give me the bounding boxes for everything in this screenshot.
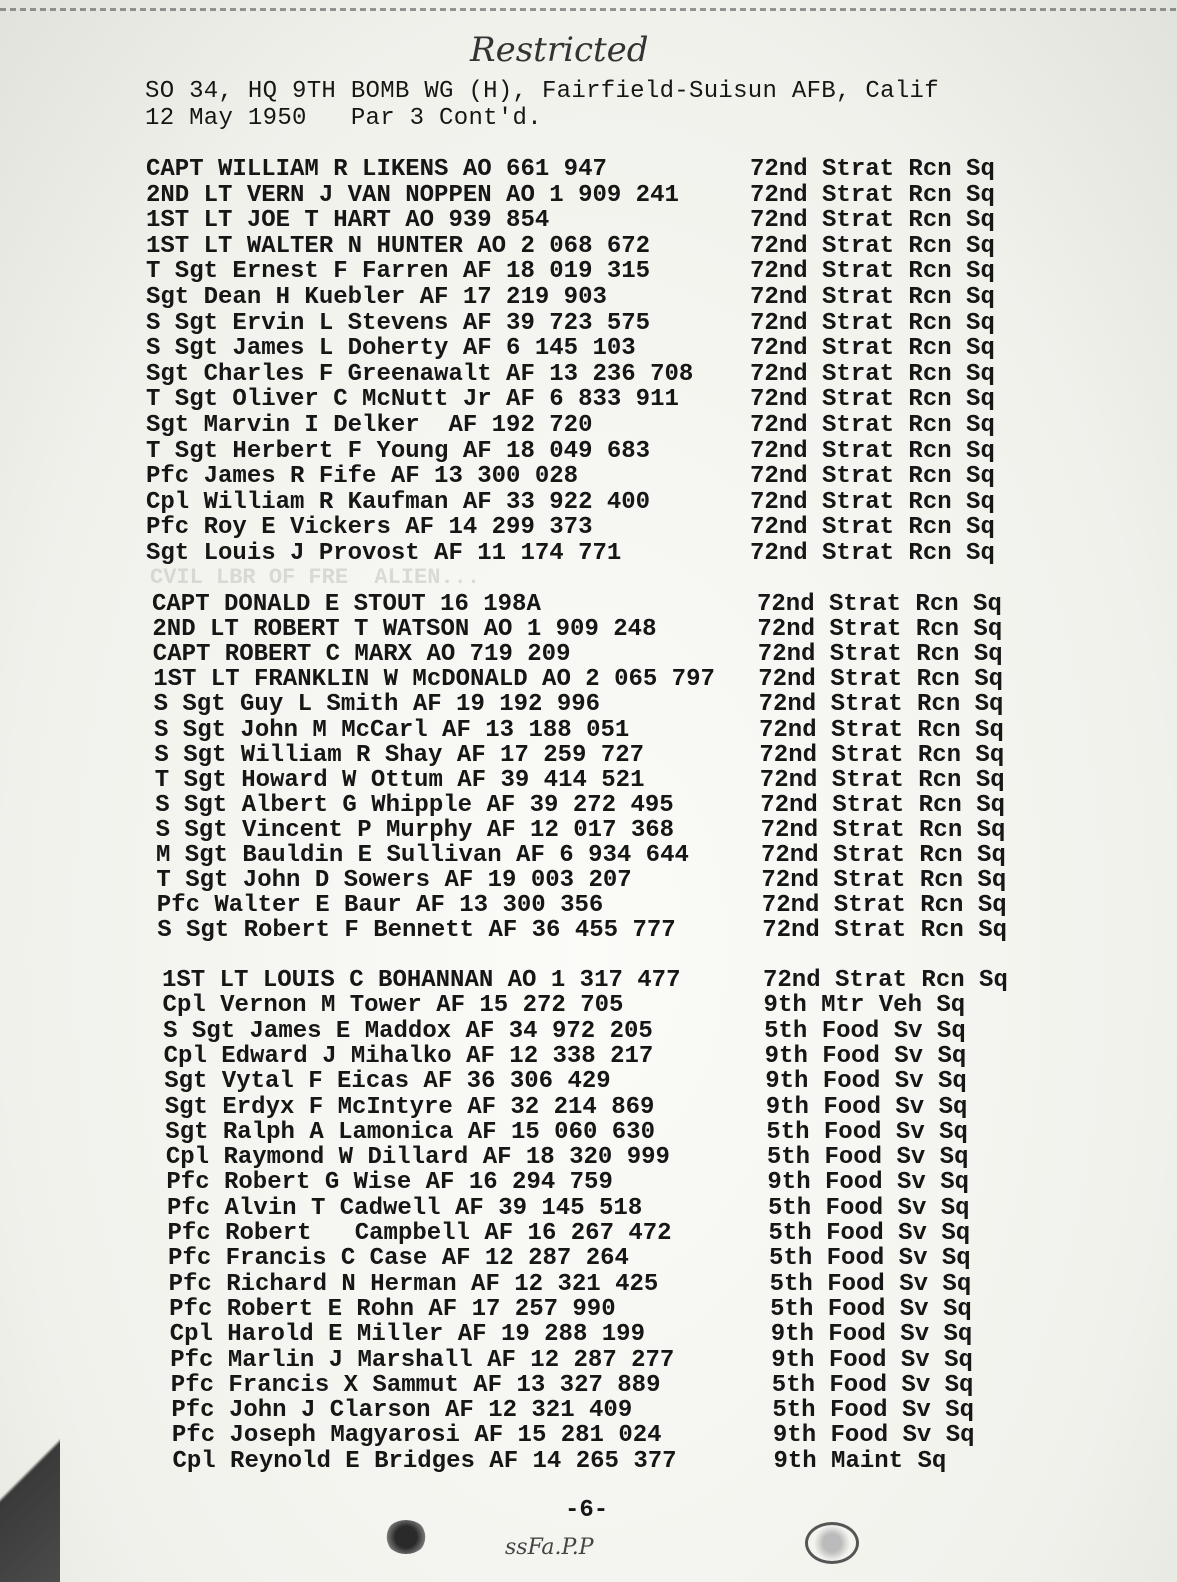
personnel-name-serial: Sgt Marvin I Delker AF 192 720 [146,412,593,439]
personnel-name-serial: S Sgt James L Doherty AF 6 145 103 [146,335,636,363]
assigned-unit: 5th Food Sv Sq [764,1017,966,1045]
assigned-unit: 9th Food Sv Sq [772,1422,975,1450]
personnel-name-serial: M Sgt Bauldin E Sullivan AF 6 934 644 [156,842,689,869]
assigned-unit: 72nd Strat Rcn Sq [758,691,1004,719]
assigned-unit: 72nd Strat Rcn Sq [750,488,995,516]
personnel-name-serial: Pfc John J Clarson AF 12 321 409 [171,1397,633,1425]
personnel-name-serial: Pfc James R Fife AF 13 300 028 [146,463,579,491]
personnel-name-serial: S Sgt Ervin L Stevens AF 39 723 575 [146,309,651,337]
personnel-name-serial: Cpl Harold E Miller AF 19 288 199 [169,1321,645,1349]
header-line-1: SO 34, HQ 9TH BOMB WG (H), Fairfield-Suisun AFB, Calif [145,78,939,105]
assigned-unit: 72nd Strat Rcn Sq [750,514,995,542]
personnel-name-serial: 1ST LT FRANKLIN W McDONALD AO 2 065 797 [153,666,715,694]
top-rule [0,8,1177,11]
personnel-name-serial: 1ST LT WALTER N HUNTER AO 2 068 672 [146,232,651,260]
assigned-unit: 72nd Strat Rcn Sq [750,412,995,439]
assigned-unit: 72nd Strat Rcn Sq [750,463,995,491]
roster-entry [152,592,1032,618]
assigned-unit: 72nd Strat Rcn Sq [762,917,1008,945]
roster-entry [146,413,1026,439]
assigned-unit: 72nd Strat Rcn Sq [750,360,995,388]
personnel-name-serial: T Sgt Oliver C McNutt Jr AF 6 833 911 [146,386,679,414]
personnel-name-serial: T Sgt Howard W Ottum AF 39 414 521 [154,766,645,794]
assigned-unit: 9th Food Sv Sq [770,1321,973,1349]
personnel-name-serial: Sgt Erdyx F McIntyre AF 32 214 869 [164,1093,655,1121]
assigned-unit: 72nd Strat Rcn Sq [750,258,995,286]
assigned-unit: 72nd Strat Rcn Sq [761,867,1007,895]
personnel-name-serial: S Sgt James E Maddox AF 34 972 205 [163,1017,653,1045]
personnel-name-serial: CAPT WILLIAM R LIKENS AO 661 947 [146,156,607,183]
assigned-unit: 5th Food Sv Sq [768,1220,971,1247]
assigned-unit: 72nd Strat Rcn Sq [750,386,995,414]
personnel-name-serial: Pfc Marlin J Marshall AF 12 287 277 [170,1346,675,1374]
assigned-unit: 72nd Strat Rcn Sq [761,892,1007,920]
assigned-unit: 72nd Strat Rcn Sq [759,716,1004,744]
personnel-name-serial: Pfc Robert Campbell AF 16 267 472 [167,1220,672,1247]
roster-entry [168,1221,1048,1247]
roster-entry [156,868,1036,894]
roster-entry [146,311,1026,337]
assigned-unit: 5th Food Sv Sq [766,1118,968,1146]
assigned-unit: 9th Food Sv Sq [771,1346,973,1374]
personnel-name-serial: Cpl Vernon M Tower AF 15 272 705 [162,992,624,1020]
personnel-name-serial: S Sgt John M McCarl AF 13 188 051 [154,716,630,744]
assigned-unit: 72nd Strat Rcn Sq [750,335,995,363]
assigned-unit: 9th Food Sv Sq [765,1093,968,1121]
personnel-name-serial: Sgt Dean H Kuebler AF 17 219 903 [146,284,607,311]
roster-entry [164,1069,1044,1095]
roster-entry [146,285,1026,311]
assigned-unit: 5th Food Sv Sq [769,1270,972,1298]
assigned-unit: 72nd Strat Rcn Sq [750,437,995,465]
personnel-name-serial: Sgt Charles F Greenawalt AF 13 236 708 [146,360,694,388]
assigned-unit: 72nd Strat Rcn Sq [757,641,1003,669]
roster-entry [146,515,1026,541]
assigned-unit: 72nd Strat Rcn Sq [757,591,1002,618]
personnel-name-serial: Sgt Vytal F Eicas AF 36 306 429 [164,1068,611,1096]
assigned-unit: 72nd Strat Rcn Sq [761,842,1006,869]
punch-hole-left [385,1520,427,1554]
assigned-unit: 5th Food Sv Sq [767,1194,970,1222]
assigned-unit: 9th Maint Sq [773,1447,947,1475]
roster-entry [167,1196,1047,1222]
personnel-name-serial: Sgt Ralph A Lamonica AF 15 060 630 [165,1118,655,1146]
personnel-name-serial: Pfc Alvin T Cadwell AF 39 145 518 [166,1194,643,1222]
roster-entry [146,362,1026,388]
roster-entry [156,843,1036,869]
assigned-unit: 72nd Strat Rcn Sq [760,791,1006,819]
roster-entry [171,1398,1051,1424]
page-corner-shadow [0,1380,60,1582]
personnel-name-serial: 2ND LT ROBERT T WATSON AO 1 909 248 [152,616,657,644]
assigned-unit: 9th Mtr Veh Sq [763,992,966,1020]
roster-entry [146,439,1026,465]
personnel-name-serial: Pfc Robert G Wise AF 16 294 759 [166,1169,613,1197]
assigned-unit: 72nd Strat Rcn Sq [758,666,1004,694]
roster-entry [146,464,1026,490]
punch-hole-right [805,1522,859,1564]
roster-entry [146,157,1026,183]
assigned-unit: 9th Food Sv Sq [765,1068,967,1096]
personnel-name-serial: Pfc Robert E Rohn AF 17 257 990 [169,1295,616,1323]
roster-entry [153,667,1033,693]
assigned-unit: 72nd Strat Rcn Sq [760,816,1006,844]
roster-entry [154,692,1034,718]
assigned-unit: 5th Food Sv Sq [772,1397,974,1425]
personnel-name-serial: Sgt Louis J Provost AF 11 174 771 [146,540,622,567]
personnel-name-serial: T Sgt Ernest F Farren AF 18 019 315 [146,258,651,286]
personnel-name-serial: T Sgt John D Sowers AF 19 003 207 [156,867,632,895]
assigned-unit: 72nd Strat Rcn Sq [750,207,995,235]
personnel-name-serial: 2ND LT VERN J VAN NOPPEN AO 1 909 241 [146,181,679,209]
roster-entry [153,642,1033,668]
assigned-unit: 72nd Strat Rcn Sq [750,181,995,209]
roster-entry [146,541,1026,567]
assigned-unit: 5th Food Sv Sq [769,1245,971,1273]
roster-entry [164,1044,1044,1070]
assigned-unit: 5th Food Sv Sq [771,1371,974,1399]
personnel-name-serial: Pfc Francis C Case AF 12 287 264 [168,1245,629,1273]
personnel-name-serial: Cpl William R Kaufman AF 33 922 400 [146,488,651,516]
personnel-name-serial: Pfc Richard N Herman AF 12 321 425 [168,1270,659,1298]
roster-entry [172,1449,1052,1475]
assigned-unit: 9th Food Sv Sq [764,1042,967,1070]
header-line-2: 12 May 1950 Par 3 Cont'd. [145,105,542,132]
personnel-name-serial: CAPT ROBERT C MARX AO 719 209 [152,641,571,669]
roster-entry [171,1373,1051,1399]
roster-entry [157,893,1037,919]
roster-entry [146,387,1026,413]
assigned-unit: 72nd Strat Rcn Sq [750,540,995,567]
roster-entry [146,183,1026,209]
assigned-unit: 9th Food Sv Sq [767,1169,970,1197]
personnel-name-serial: T Sgt Herbert F Young AF 18 049 683 [146,437,651,465]
roster-entry [152,617,1032,643]
assigned-unit: 72nd Strat Rcn Sq [759,766,1005,794]
roster-entry [146,234,1026,260]
page-number: -6- [565,1497,609,1524]
personnel-name-serial: Pfc Walter E Baur AF 13 300 356 [156,892,604,920]
personnel-name-serial: Cpl Reynold E Bridges AF 14 265 377 [172,1447,677,1475]
personnel-name-serial: CAPT DONALD E STOUT 16 198A [152,591,541,618]
roster-entry [163,993,1043,1019]
personnel-name-serial: Pfc Roy E Vickers AF 14 299 373 [146,514,593,542]
roster-entry [166,1170,1046,1196]
assigned-unit: 72nd Strat Rcn Sq [757,616,1003,644]
assigned-unit: 72nd Strat Rcn Sq [759,741,1005,769]
roster-entry [154,743,1034,769]
roster-entry [146,208,1026,234]
order-header [145,78,939,132]
assigned-unit: 72nd Strat Rcn Sq [750,284,995,311]
roster-entry [169,1272,1049,1298]
roster-entry [155,793,1035,819]
roster-entry [157,918,1037,944]
roster-entry [170,1348,1050,1374]
roster-entry [154,718,1034,744]
assigned-unit: 5th Food Sv Sq [770,1295,972,1323]
roster-entry [172,1423,1052,1449]
assigned-unit: 72nd Strat Rcn Sq [750,156,995,183]
personnel-name-serial: 1ST LT LOUIS C BOHANNAN AO 1 317 477 [162,967,681,994]
roster-entry [169,1297,1049,1323]
roster-entry [163,1019,1043,1045]
roster-entry [162,968,1042,994]
bleed-through-text: CVIL LBR OF FRE ALIEN... [150,565,481,590]
personnel-name-serial: 1ST LT JOE T HART AO 939 854 [146,207,550,235]
roster-entry [165,1095,1045,1121]
roster-entry [166,1145,1046,1171]
roster-entry [155,768,1035,794]
roster-entry [168,1246,1048,1272]
assigned-unit: 72nd Strat Rcn Sq [763,967,1008,994]
roster-entry [165,1120,1045,1146]
roster-entry [170,1322,1050,1348]
personnel-name-serial: S Sgt Albert G Whipple AF 39 272 495 [155,791,674,819]
personnel-name-serial: S Sgt William R Shay AF 17 259 727 [154,741,645,769]
personnel-name-serial: S Sgt Vincent P Murphy AF 12 017 368 [155,816,675,844]
roster-entry [146,490,1026,516]
assigned-unit: 5th Food Sv Sq [766,1144,969,1172]
assigned-unit: 72nd Strat Rcn Sq [750,309,995,337]
assigned-unit: 72nd Strat Rcn Sq [750,232,995,260]
personnel-name-serial: S Sgt Guy L Smith AF 19 192 996 [153,691,601,719]
personnel-name-serial: Cpl Edward J Mihalko AF 12 338 217 [163,1042,654,1070]
personnel-name-serial: S Sgt Robert F Bennett AF 36 455 777 [157,917,676,945]
initials-signature: ssFa.P.P [505,1535,594,1560]
personnel-name-serial: Pfc Joseph Magyarosi AF 15 281 024 [171,1422,662,1450]
personnel-name-serial: Pfc Francis X Sammut AF 13 327 889 [170,1371,661,1399]
roster-entry [146,336,1026,362]
personnel-name-serial: Cpl Raymond W Dillard AF 18 320 999 [165,1144,670,1172]
roster-entry [156,818,1036,844]
roster-entry [146,259,1026,285]
handwritten-note: Restricted [470,30,649,70]
